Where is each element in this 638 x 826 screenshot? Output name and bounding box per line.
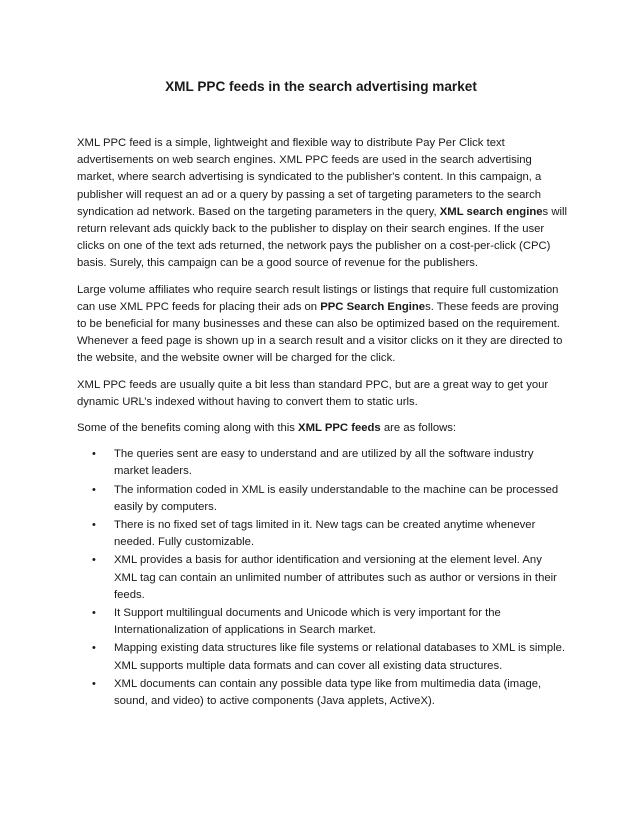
list-item-text: XML documents can contain any possible data type like from multimedia data (image, sound, and video) to active components (Java applets, ActiveX). (114, 677, 542, 708)
list-item (77, 676, 567, 710)
bullet-icon: • (92, 642, 96, 655)
bold-keyword-xml-ppc-feeds: XML PPC feeds (298, 422, 381, 435)
list-item (77, 605, 567, 639)
list-item-text: The queries sent are easy to understand and are utilized by all the software industry market leaders. (114, 448, 534, 478)
bullet-icon: • (92, 483, 96, 496)
list-item (77, 482, 567, 516)
paragraph-intro (77, 135, 567, 273)
paragraph-text: are as follows: (380, 422, 457, 435)
list-item-text: Mapping existing data structures like file systems or relational databases to XML is simple. XML supports multiple data formats and can cover all existing data structures. (114, 642, 566, 672)
paragraph-text: Large volume affiliates who require search result listings or listings that require full customization can use XML PPC feeds for placing their ads on (77, 283, 559, 313)
paragraph-affiliates (77, 282, 567, 368)
bullet-icon: • (92, 677, 96, 690)
bold-keyword-xml-search-engine: XML search engine (439, 205, 543, 218)
paragraph-benefits-intro (77, 420, 567, 437)
bold-keyword-ppc-search-engine: PPC Search Engine (320, 300, 426, 313)
bullet-icon: • (92, 448, 96, 461)
paragraph-text: Some of the benefits coming along with this (77, 422, 299, 435)
list-item (77, 552, 567, 604)
list-item-text: XML provides a basis for author identification and versioning at the element level. Any XML tag can contain an unlimited number of attributes such as author or versions in their feeds. (114, 554, 557, 601)
list-item-text: The information coded in XML is easily understandable to the machine can be processed easily by computers. (114, 483, 559, 513)
benefits-list (77, 446, 567, 710)
paragraph-text: XML PPC feed is a simple, lightweight and flexible way to distribute Pay Per Click text advertisements on web search engines. XML PPC feeds are used in the search advertising market, where search advertising is syndicated to the publisher's content. In this campaign, a publisher will request an ad or a query by passing a set of targeting parameters to the search syndication ad network. Based on the targeting parameters in the query, (77, 137, 542, 218)
list-item (77, 517, 567, 551)
bullet-icon: • (92, 607, 96, 620)
list-item (77, 446, 567, 480)
paragraph-text: s. These feeds are proving to be beneficial for many businesses and these can also be optimized based on the requirement. Whenever a feed page is shown up in a search result and a visitor clicks on it they are directed to the website, and the website owner will be charged for the click. (77, 300, 563, 365)
list-item-text: There is no fixed set of tags limited in it. New tags can be created anytime whenever needed. Fully customizable. (114, 519, 536, 549)
list-item (77, 640, 567, 674)
paragraph-text: XML PPC feeds are usually quite a bit less than standard PPC, but are a great way to get your dynamic URL’s indexed without having to convert them to static urls. (77, 378, 549, 408)
bullet-icon: • (92, 519, 96, 532)
paragraph-cost (77, 377, 567, 411)
document-body (77, 135, 567, 711)
list-item-text: It Support multilingual documents and Unicode which is very important for the Internationalization of applications in Search market. (114, 607, 501, 637)
paragraph-text: s will return relevant ads quickly back to the publisher to display on their search engines. If the user clicks on one of the text ads returned, the network pays the publisher on a cost-per-click (CPC) basis. Surely, this campaign can be a good source of revenue for the publishers. (77, 205, 568, 270)
document-title: XML PPC feeds in the search advertising market (165, 79, 477, 94)
bullet-icon: • (92, 554, 96, 567)
